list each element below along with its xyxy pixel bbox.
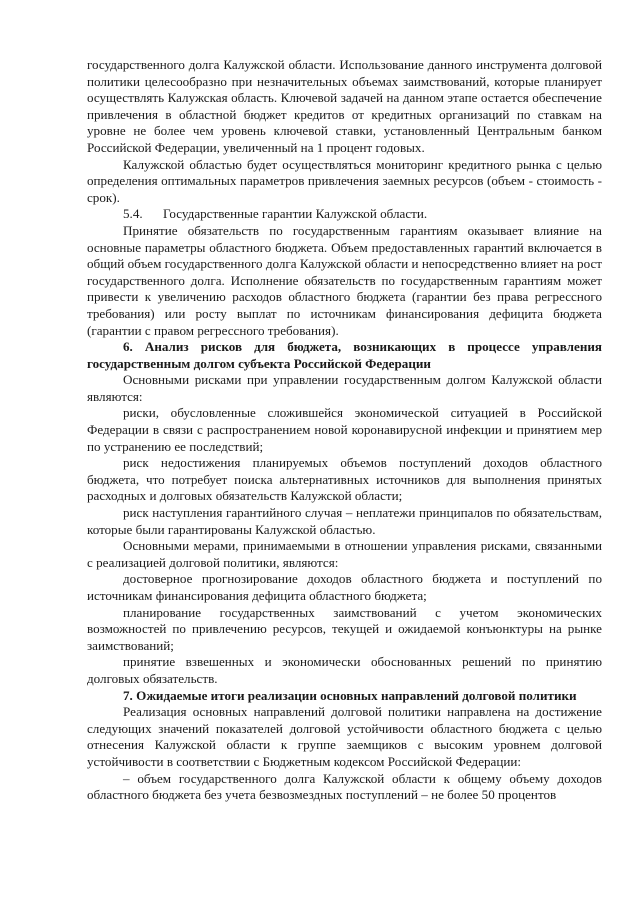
paragraph-risks-intro: Основными рисками при управлении государственным долгом Калужской области являются: bbox=[87, 372, 602, 404]
paragraph-measure-forecast: достоверное прогнозирование доходов областного бюджета и поступлений по источникам финансирования дефицита областного бюджета; bbox=[87, 571, 602, 603]
paragraph-debt-ratio: – объем государственного долга Калужской области к общему объему доходов областного бюджета без учета безвозмездных поступлений – не более 50 процентов bbox=[87, 770, 602, 803]
paragraph-risk-revenue: риск недостижения планируемых объемов поступлений доходов областного бюджета, что потребует поиска альтернативных источников для выполнения принятых расходных и долговых обязательств Калужской области; bbox=[87, 455, 602, 504]
paragraph-measure-planning: планирование государственных заимствований с учетом экономических возможностей по привлечению ресурсов, текущей и ожидаемой конъюнктуры на рынке заимствований; bbox=[87, 604, 602, 653]
section-heading-7: 7. Ожидаемые итоги реализации основных направлений долговой политики bbox=[123, 687, 577, 703]
paragraph-risk-economic: риски, обусловленные сложившейся экономической ситуацией в Российской Федерации в связи с распространением новой коронавирусной инфекции и принятием мер по устранению ее последствий; bbox=[87, 405, 602, 454]
subsection-title: Государственные гарантии Калужской области. bbox=[163, 206, 428, 222]
paragraph-guarantees: Принятие обязательств по государственным гарантиям оказывает влияние на основные параметры областного бюджета. Объем предоставленных гарантий включается в общий объем государственного долга Калужской области и непосредственно влияет на рост государственного долга. Исполнение обязательств по государственным гарантиям может привести к увеличению расходов областного бюджета (гарантии без права регрессного требования) или росту выплат по источникам финансирования дефицита бюджета (гарантии с правом регрессного требования). bbox=[87, 222, 602, 338]
section-heading-6: 6. Анализ рисков для бюджета, возникающих в процессе управления государственным долгом субъекта Российской Федерации bbox=[87, 339, 602, 371]
paragraph-continuation: государственного долга Калужской области. Использование данного инструмента долговой политики целесообразно при незначительных объемах заимствований, которые планирует осуществлять Калужская область. Ключевой задачей на данном этапе остается обеспечение привлечения в областной бюджет кредитов от кредитных организаций по ставкам на уровне не более чем уровень ключевой ставки, установленный Центральным банком Российской Федерации, увеличенный на 1 процент годовых. bbox=[87, 57, 602, 155]
paragraph-measure-decisions: принятие взвешенных и экономически обоснованных решений по принятию долговых обязательств. bbox=[87, 654, 602, 686]
paragraph-risk-guarantee: риск наступления гарантийного случая – неплатежи принципалов по обязательствам, которые были гарантированы Калужской областью. bbox=[87, 505, 602, 537]
paragraph-results-intro: Реализация основных направлений долговой политики направлена на достижение следующих значений показателей долговой устойчивости областного бюджета с целью отнесения Калужской области к группе заемщиков с высоким уровнем долговой устойчивости в соответствии с Бюджетным кодексом Российской Федерации: bbox=[87, 704, 602, 769]
subsection-number: 5.4. bbox=[123, 206, 143, 222]
paragraph-measures-intro: Основными мерами, принимаемыми в отношении управления рисками, связанными с реализацией долговой политики, являются: bbox=[87, 538, 602, 570]
paragraph-monitoring: Калужской областью будет осуществляться мониторинг кредитного рынка с целью определения оптимальных параметров привлечения заемных ресурсов (объем - стоимость - срок). bbox=[87, 156, 602, 205]
subsection-5-4 bbox=[87, 206, 602, 223]
